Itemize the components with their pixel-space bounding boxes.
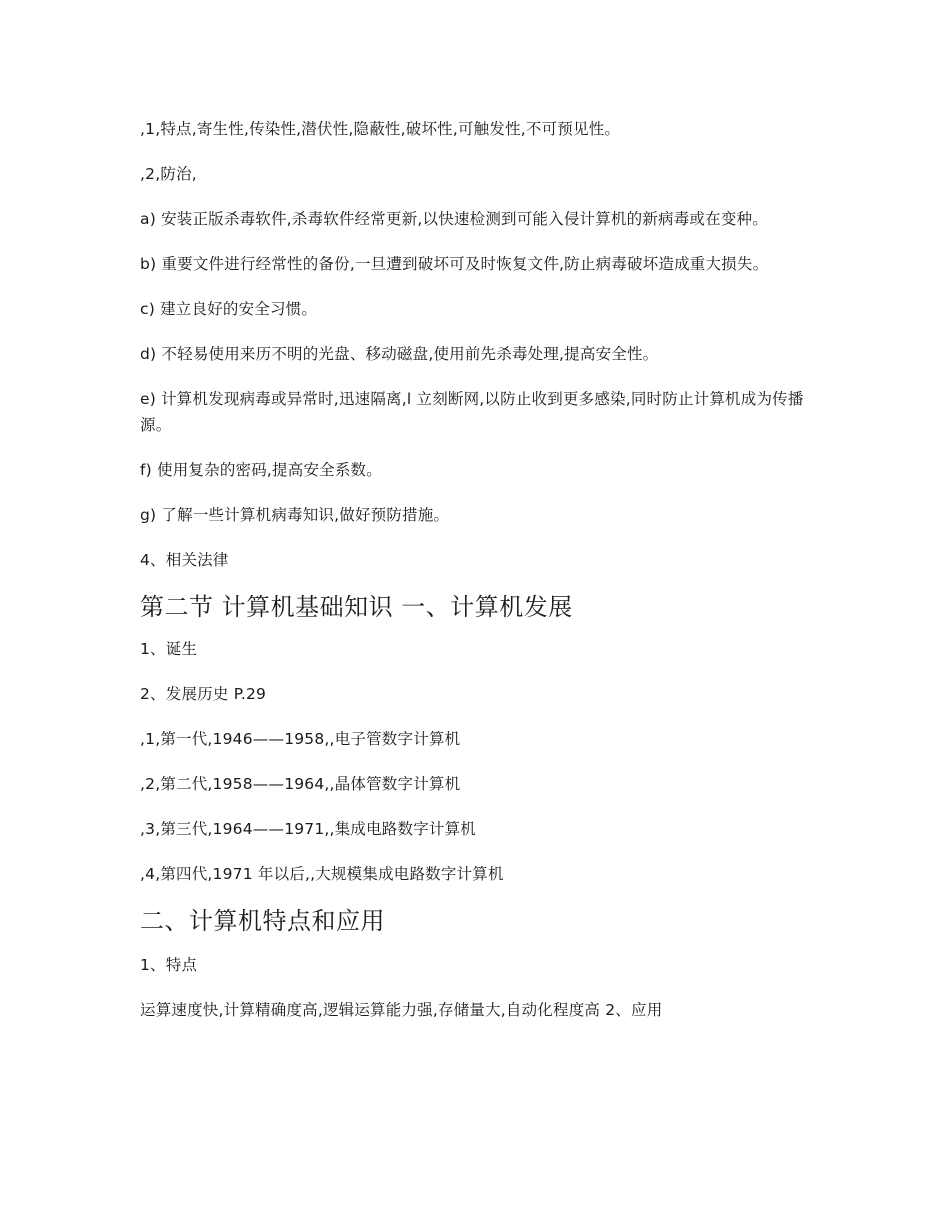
list-item-generation-1: ,1,第一代,1946——1958,,电子管数字计算机 [140, 730, 461, 748]
list-item-g: g) 了解一些计算机病毒知识,做好预防措施。 [140, 506, 450, 524]
section-heading-computer-basics: 第二节 计算机基础知识 一、计算机发展 [140, 593, 573, 621]
list-item-generation-4: ,4,第四代,1971 年以后,,大规模集成电路数字计算机 [140, 865, 504, 883]
paragraph-prevention: ,2,防治, [140, 165, 197, 183]
document-body [140, 116, 810, 1042]
paragraph-related-law: 4、相关法律 [140, 551, 229, 569]
paragraph-history: 2、发展历史 P.29 [140, 685, 267, 703]
paragraph-features-title: 1、特点 [140, 956, 198, 974]
paragraph-features-text: 运算速度快,计算精确度高,逻辑运算能力强,存储量大,自动化程度高 2、应用 [140, 1001, 663, 1019]
paragraph-birth: 1、诞生 [140, 640, 198, 658]
list-item-d: d) 不轻易使用来历不明的光盘、移动磁盘,使用前先杀毒处理,提高安全性。 [140, 345, 659, 363]
paragraph-virus-characteristics: ,1,特点,寄生性,传染性,潜伏性,隐蔽性,破坏性,可触发性,不可预见性。 [140, 120, 621, 138]
list-item-generation-3: ,3,第三代,1964——1971,,集成电路数字计算机 [140, 820, 476, 838]
list-item-generation-2: ,2,第二代,1958——1964,,晶体管数字计算机 [140, 775, 461, 793]
list-item-c: c) 建立良好的安全习惯。 [140, 300, 318, 318]
list-item-b: b) 重要文件进行经常性的备份,一旦遭到破坏可及时恢复文件,防止病毒破坏造成重大损失。 [140, 255, 769, 273]
list-item-a: a) 安装正版杀毒软件,杀毒软件经常更新,以快速检测到可能入侵计算机的新病毒或在变种。 [140, 210, 768, 228]
list-item-f: f) 使用复杂的密码,提高安全系数。 [140, 461, 382, 479]
section-heading-features-applications: 二、计算机特点和应用 [140, 907, 385, 935]
list-item-e: e) 计算机发现病毒或异常时,迅速隔离,l 立刻断网,以防止收到更多感染,同时防止计算机成为传播源。 [140, 390, 804, 434]
